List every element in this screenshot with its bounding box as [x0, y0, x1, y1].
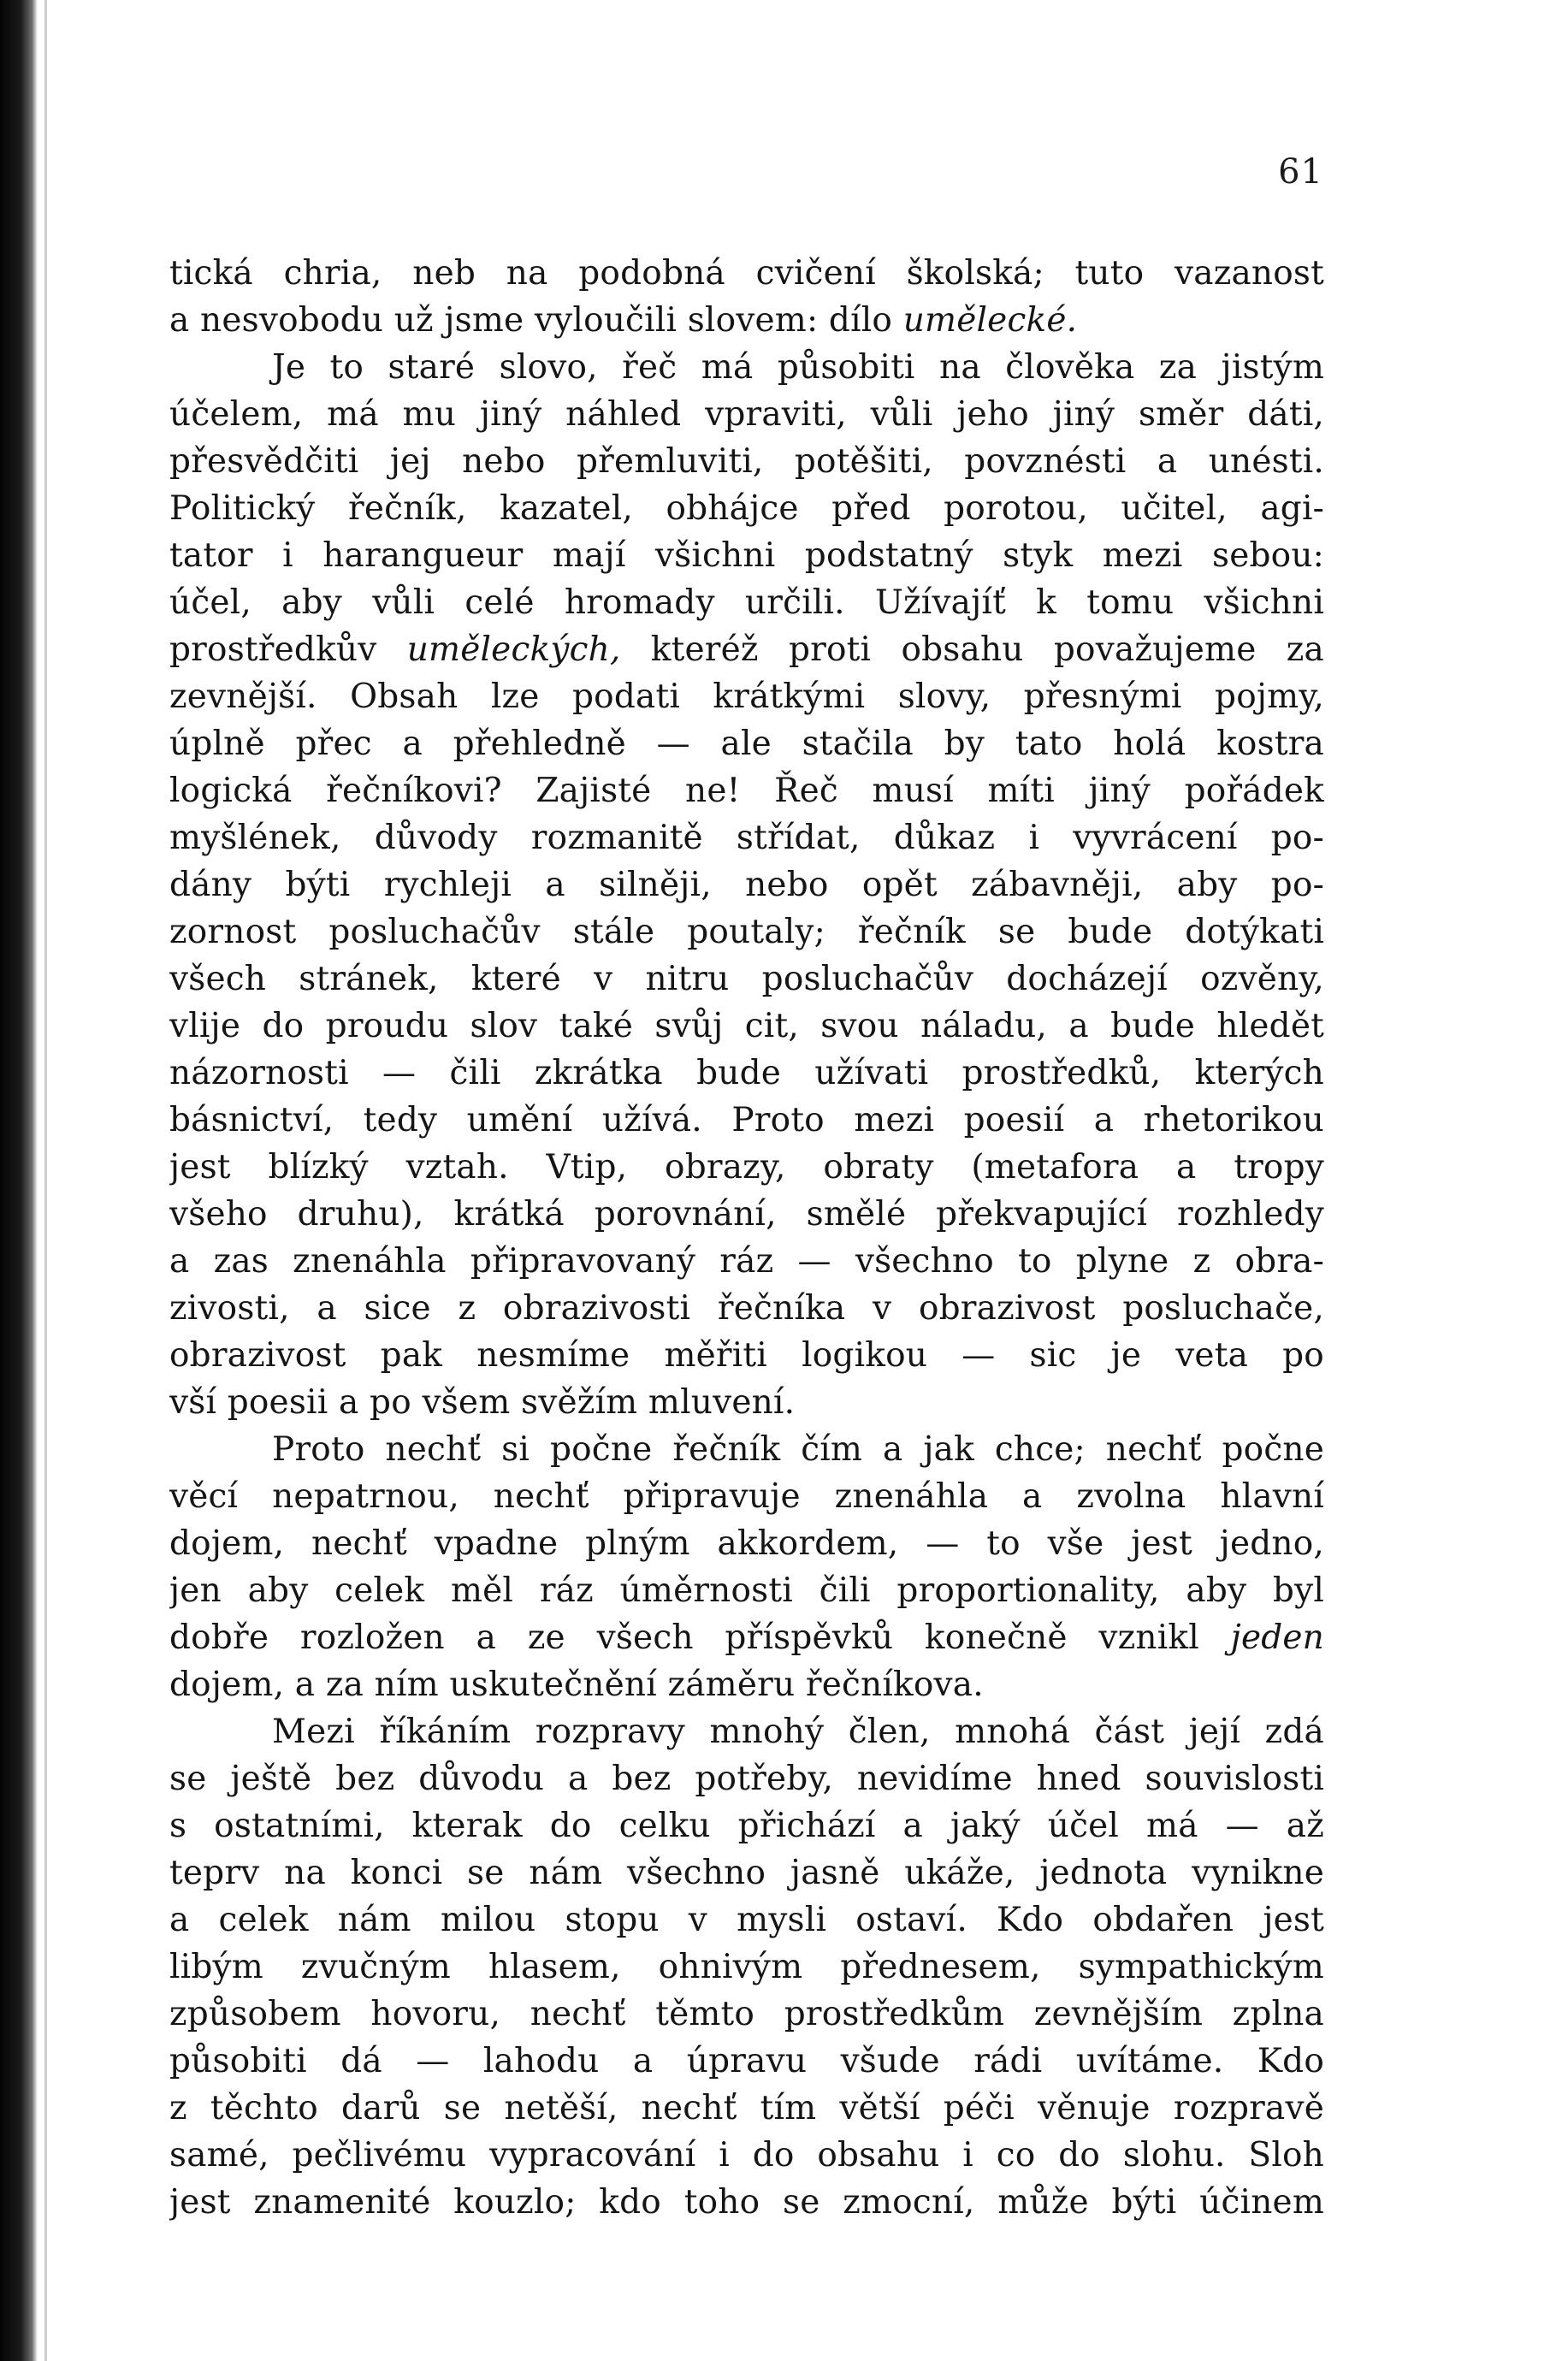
- text-line: teprv na konci se nám všechno jasně ukáže, jednota vynikne: [169, 1854, 1324, 1892]
- text-line: účel, aby vůli celé hromady určili. Užívajíť k tomu všichni: [169, 583, 1324, 622]
- text-line: Je to staré slovo, řeč má působiti na člověka za jistým: [272, 348, 1324, 387]
- text-line: jest znamenité kouzlo; kdo toho se zmocní, může býti účinem: [169, 2183, 1324, 2222]
- text-line: vlije do proudu slov také svůj cit, svou náladu, a bude hledět: [169, 1007, 1324, 1045]
- text-line: Mezi říkáním rozpravy mnohý člen, mnohá část její zdá: [272, 1713, 1324, 1751]
- text-line: dány býti rychleji a silněji, nebo opět zábavněji, aby po-: [169, 866, 1324, 904]
- text-line: a celek nám milou stopu v mysli ostaví. Kdo obdařen jest: [169, 1901, 1324, 1939]
- text-line: s ostatními, kterak do celku přichází a jaký účel má — až: [169, 1807, 1324, 1845]
- text-line: jen aby celek měl ráz úměrnosti čili proportionality, aby byl: [169, 1571, 1324, 1610]
- text-line: [169, 626, 1324, 673]
- emphasized-word: jeden: [1230, 1618, 1324, 1657]
- text-line: účelem, má mu jiný náhled vpraviti, vůli jeho jiný směr dáti,: [169, 395, 1324, 434]
- text-line: jest blízký vztah. Vtip, obrazy, obraty (metafora a tropy: [169, 1148, 1324, 1186]
- text-line: všeho druhu), krátká porovnání, smělé překvapující rozhledy: [169, 1195, 1324, 1234]
- text-line: dojem, a za ním uskutečnění záměru řečníkova.: [169, 1666, 984, 1704]
- text-line: působiti dá — lahodu a úpravu všude rádi uvítáme. Kdo: [169, 2042, 1324, 2080]
- body-text: [169, 250, 1324, 2226]
- text-line: z těchto darů se netěší, nechť tím větší péči věnuje rozpravě: [169, 2089, 1324, 2127]
- text-line: zivosti, a sice z obrazivosti řečníka v obrazivost posluchače,: [169, 1289, 1324, 1328]
- text-line: [169, 1614, 1324, 1661]
- emphasized-word: umělecké.: [902, 301, 1078, 340]
- text-line: tická chria, neb na podobná cvičení školská; tuto vazanost: [169, 254, 1324, 293]
- page-binding-edge: [0, 0, 38, 2361]
- text-line: obrazivost pak nesmíme měřiti logikou — sic je veta po: [169, 1336, 1324, 1375]
- text-line: věcí nepatrnou, nechť připravuje znenáhla a zvolna hlavní: [169, 1477, 1324, 1516]
- text-line: zevnější. Obsah lze podati krátkými slovy, přesnými pojmy,: [169, 678, 1324, 716]
- text-line: zornost posluchačův stále poutaly; řečník se bude dotýkati: [169, 913, 1324, 951]
- text-line: [169, 297, 1324, 344]
- text-line-segment: dobře rozložen a ze všech příspěvků konečně vznikl: [169, 1618, 1231, 1657]
- text-line: všech stránek, které v nitru posluchačův docházejí ozvěny,: [169, 960, 1324, 998]
- text-line: Politický řečník, kazatel, obhájce před porotou, učitel, agi-: [169, 489, 1324, 528]
- text-line: přesvědčiti jej nebo přemluviti, potěšiti, povznésti a unésti.: [169, 442, 1324, 481]
- text-line-segment: kteréž proti obsahu považujeme za: [620, 630, 1324, 669]
- page-binding-shadow: [44, 0, 47, 2361]
- page-number: 61: [1278, 152, 1323, 192]
- text-line: tator i harangueur mají všichni podstatný styk mezi sebou:: [169, 536, 1324, 575]
- text-line: a zas znenáhla připravovaný ráz — všechno to plyne z obra-: [169, 1242, 1324, 1281]
- emphasized-word: uměleckých,: [406, 630, 621, 669]
- text-line: libým zvučným hlasem, ohnivým přednesem, sympathickým: [169, 1948, 1324, 1986]
- text-line-segment: prostředkův: [169, 630, 407, 669]
- text-line: logická řečníkovi? Zajisté ne! Řeč musí míti jiný pořádek: [169, 772, 1324, 810]
- text-line: názornosti — čili zkrátka bude užívati prostředků, kterých: [169, 1054, 1324, 1092]
- text-line: úplně přec a přehledně — ale stačila by tato holá kostra: [169, 725, 1324, 763]
- text-line: se ještě bez důvodu a bez potřeby, nevidíme hned souvislosti: [169, 1760, 1324, 1798]
- text-line: samé, pečlivému vypracování i do obsahu i co do slohu. Sloh: [169, 2136, 1324, 2175]
- text-line: básnictví, tedy umění užívá. Proto mezi poesií a rhetorikou: [169, 1101, 1324, 1139]
- text-line: myšlének, důvody rozmanitě střídat, důkaz i vyvrácení po-: [169, 819, 1324, 857]
- text-line: dojem, nechť vpadne plným akkordem, — to vše jest jedno,: [169, 1524, 1324, 1563]
- text-line: Proto nechť si počne řečník čím a jak chce; nechť počne: [272, 1430, 1324, 1469]
- text-line: způsobem hovoru, nechť těmto prostředkům zevnějším zplna: [169, 1995, 1324, 2033]
- text-line-segment: a nesvobodu už jsme vyloučili slovem: dílo: [169, 301, 903, 340]
- text-line: vší poesii a po všem svěžím mluvení.: [169, 1383, 796, 1422]
